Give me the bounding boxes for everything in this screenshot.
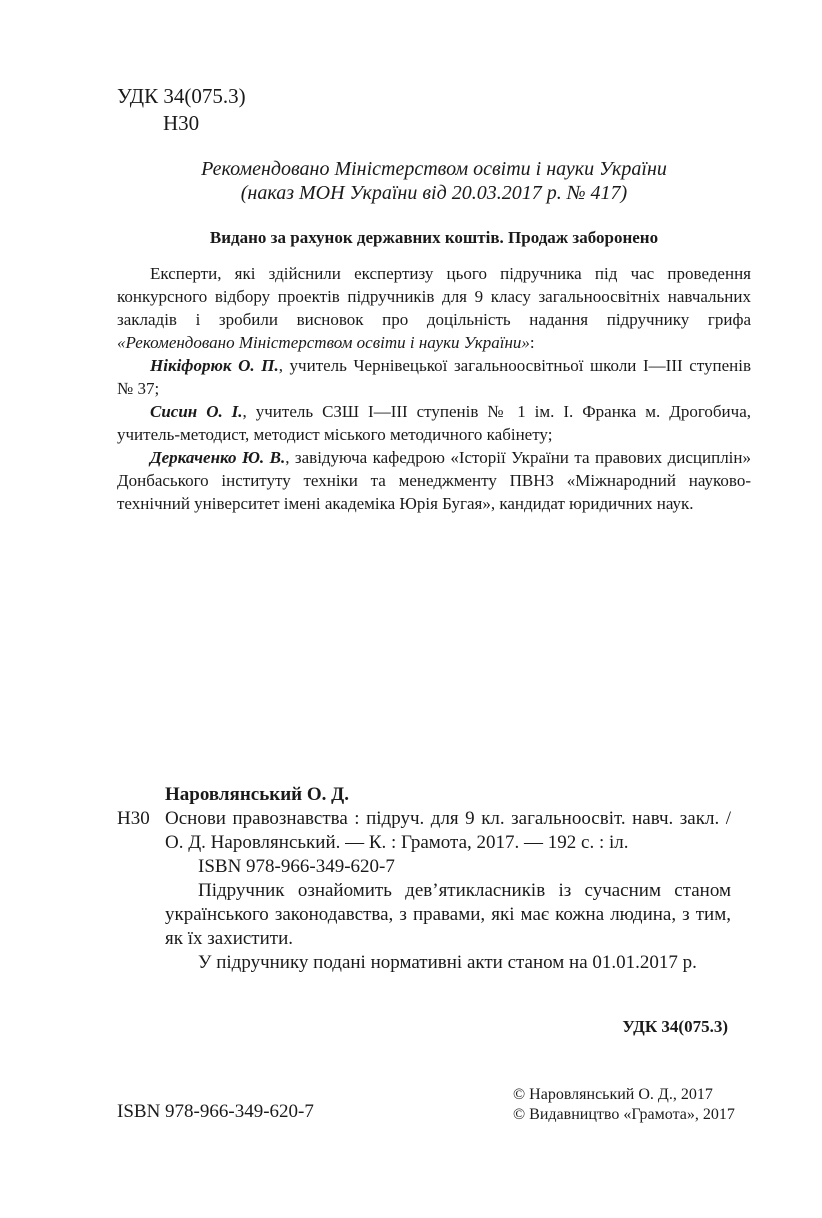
expert-desc: , учитель Чернівецької загальноосвітньої школи І—ІІІ ступенів № 37;: [117, 356, 751, 398]
expert-entry: [117, 446, 751, 515]
udk-code: УДК 34(075.3): [117, 84, 246, 108]
expert-entry: [117, 354, 751, 400]
catalog-note: У підручнику подані нормативні акти станом на 01.01.2017 р.: [198, 952, 697, 973]
expert-name: Деркаченко Ю. В.: [150, 448, 286, 467]
udk-header: [117, 83, 246, 137]
funding-notice: Видано за рахунок державних коштів. Продаж заборонено: [209, 228, 659, 247]
recommendation-line-1: Рекомендовано Міністерством освіти і науки України: [201, 158, 667, 180]
catalog-annotation: Підручник ознайомить дев’ятикласників із сучасним станом українського законодавства, з правами, які має кожна людина, з тим, як їх захистити.: [165, 880, 731, 949]
recommendation-line-2: (наказ МОН України від 20.03.2017 р. № 417): [240, 182, 628, 204]
catalog-card: [117, 783, 751, 975]
expert-desc: , учитель СЗШ І—ІІІ ступенів № 1 ім. І. Франка м. Дрогобича, учитель-методист, методист міського методичного кабінету;: [117, 402, 752, 444]
expert-entry: [117, 400, 751, 446]
copyright-author: © Наровлянський О. Д., 2017: [513, 1086, 713, 1103]
catalog-code: Н30: [117, 808, 150, 829]
expert-name: Сисин О. І.: [150, 402, 243, 421]
experts-intro: [117, 262, 751, 354]
catalog-row: [117, 807, 751, 975]
catalog-isbn: ISBN 978-966-349-620-7: [198, 856, 395, 877]
expert-desc: , завідуюча кафедрою «Історії України та правових дисциплін» Донбаського інституту техніки та менеджменту ПВНЗ «Міжнародний науково-технічний університет імені академіка Юрія Бугая», кандидат юридичних наук.: [117, 448, 752, 513]
copyright-publisher: © Видавництво «Грамота», 2017: [513, 1106, 735, 1123]
catalog-body: [165, 807, 731, 975]
catalog-description: Основи правознавства : підруч. для 9 кл. загальноосвіт. навч. закл. / О. Д. Наровлянський. — К. : Грамота, 2017. — 192 с. : іл.: [165, 808, 731, 853]
expert-name: Нікіфорюк О. П.: [150, 356, 279, 375]
isbn-footer: ISBN 978-966-349-620-7: [117, 1101, 314, 1122]
udk-footer: УДК 34(075.3): [622, 1017, 728, 1036]
experts-intro-text: Експерти, які здійснили експертизу цього підручника під час проведення конкурсного відбору проектів підручників для 9 класу загальноосвітніх навчальних закладів і зробили висновок про доцільність надання підручнику грифа: [117, 264, 751, 329]
catalog-author: Наровлянський О. Д.: [165, 784, 349, 805]
author-mark: Н30: [163, 111, 200, 135]
experts-section: [117, 262, 751, 515]
copyright-block: [513, 1085, 735, 1125]
experts-intro-end: :: [529, 333, 535, 352]
recommendation: [117, 157, 751, 205]
experts-intro-quote: «Рекомендовано Міністерством освіти і науки України»: [117, 333, 530, 352]
